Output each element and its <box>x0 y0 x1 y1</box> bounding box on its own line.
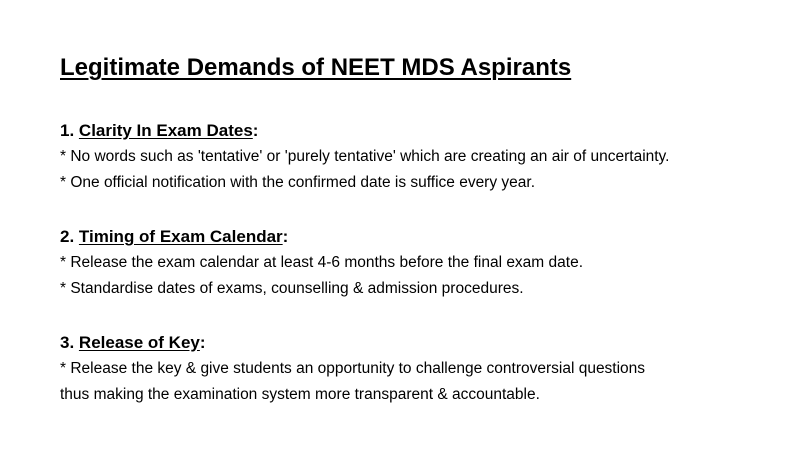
document-title: Legitimate Demands of NEET MDS Aspirants <box>60 54 572 81</box>
section-number: 2. <box>60 227 75 246</box>
heading-colon: : <box>199 333 206 352</box>
document-page <box>60 52 780 408</box>
heading-colon: : <box>282 227 289 246</box>
bullet-line: * Standardise dates of exams, counselling & admission procedures. <box>60 280 524 297</box>
section-heading-text: Timing of Exam Calendar <box>78 227 283 246</box>
section-heading-text: Release of Key <box>78 333 200 352</box>
section-heading <box>60 226 780 248</box>
section-clarity-in-exam-dates <box>60 120 780 196</box>
heading-colon: : <box>252 121 259 140</box>
section-number: 3. <box>60 333 75 352</box>
bullet-line: * Release the exam calendar at least 4-6 months before the final exam date. <box>60 254 583 271</box>
section-timing-of-exam-calendar <box>60 226 780 302</box>
section-number: 1. <box>60 121 75 140</box>
bullet-line: * One official notification with the confirmed date is suffice every year. <box>60 174 536 191</box>
section-heading <box>60 332 780 354</box>
section-release-of-key <box>60 332 780 408</box>
continuation-line: thus making the examination system more transparent & accountable. <box>60 386 540 403</box>
section-heading <box>60 120 780 142</box>
section-heading-text: Clarity In Exam Dates <box>78 121 253 140</box>
bullet-line: * No words such as 'tentative' or 'purely tentative' which are creating an air of uncertainty. <box>60 148 670 165</box>
bullet-line: * Release the key & give students an opportunity to challenge controversial questions <box>60 360 646 377</box>
